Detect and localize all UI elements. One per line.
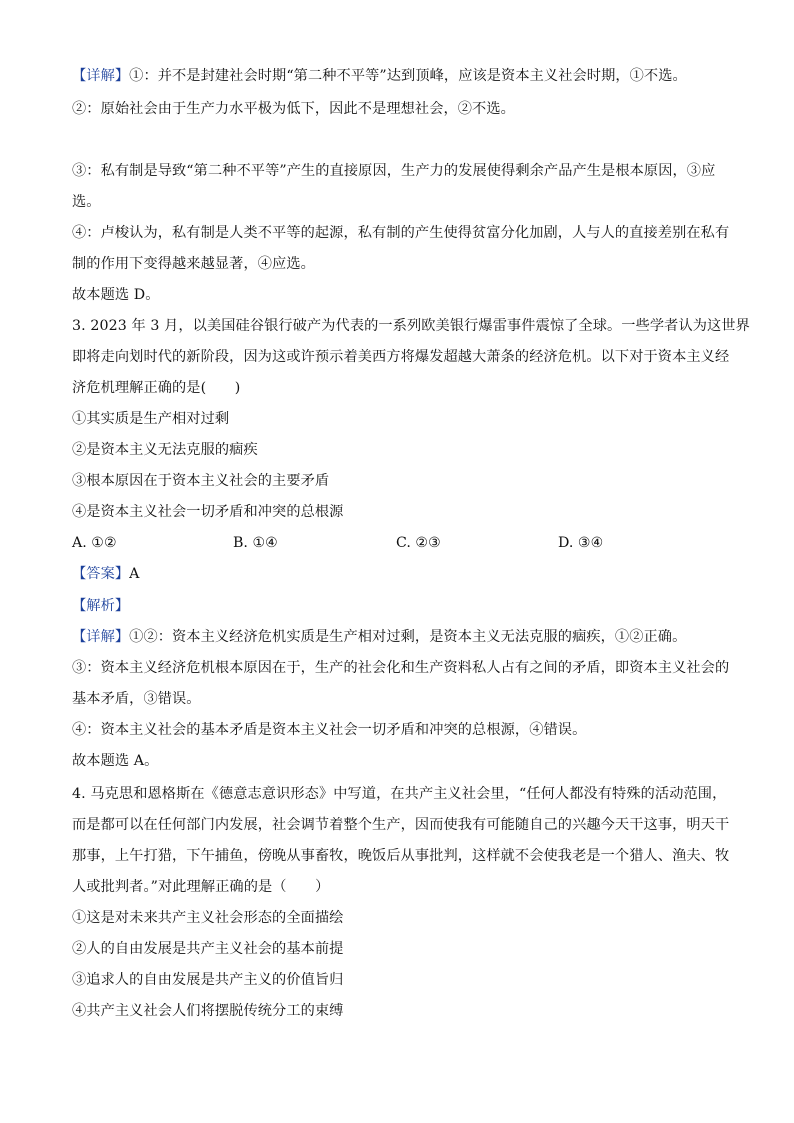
- detail-line-2: ②：原始社会由于生产力水平极为低下，因此不是理想社会，②不选。: [72, 101, 515, 117]
- q3-item-2: ②是资本主义无法克服的痼疾: [72, 442, 258, 458]
- detail-line-5: ④：卢梭认为，私有制是人类不平等的起源，私有制的产生使得贫富分化加剧，人与人的直接差别在私有: [72, 225, 730, 241]
- q4-item-1: ①这是对未来共产主义社会形态的全面描绘: [72, 910, 344, 926]
- q3-analysis-line: [72, 596, 722, 616]
- q3-stem-3: 济危机理解正确的是( ): [72, 380, 241, 396]
- detail-line-4: 选。: [72, 194, 101, 210]
- q4-item-4: ④共产主义社会人们将摆脱传统分工的束缚: [72, 1003, 344, 1019]
- answer-value: A: [129, 566, 140, 582]
- detail-tag: 【详解】: [72, 68, 130, 84]
- q3-detail-line-4: ④：资本主义社会的基本矛盾是资本主义社会一切矛盾和冲突的总根源，④错误。: [72, 722, 587, 738]
- q3-item-1: ①其实质是生产相对过剩: [72, 411, 230, 427]
- q3-detail-line-3: 基本矛盾，③错误。: [72, 691, 201, 707]
- q4-stem-4: 人或批判者。”对此理解正确的是（ ）: [72, 879, 330, 895]
- q4-stem-1: 4. 马克思和恩格斯在《德意志意识形态》中写道，在共产主义社会里，“任何人都没有特殊的活动范围，: [72, 786, 727, 802]
- q4-stem-3: 那事，上午打猎，下午捕鱼，傍晚从事畜牧，晚饭后从事批判，这样就不会使我老是一个猎人、渔夫、牧: [72, 848, 730, 864]
- q3-stem-2: 即将走向划时代的新阶段，因为这或许预示着美西方将爆发超越大萧条的经济危机。以下对于资本主义经: [72, 349, 730, 365]
- detail-line-6: 制的作用下变得越来越显著，④应选。: [72, 256, 315, 272]
- q4-item-3: ③追求人的自由发展是共产主义的价值旨归: [72, 972, 344, 988]
- detail-line-1: 【详解】①：并不是封建社会时期“第二种不平等”达到顶峰，应该是资本主义社会时期，①不选。: [72, 68, 687, 84]
- q3-option-b: B. ①④: [233, 535, 278, 551]
- detail-line-3: ③：私有制是导致“第二种不平等”产生的直接原因，生产力的发展使得剩余产品产生是根本原因，③应: [72, 163, 716, 179]
- q3-answer-line: [72, 564, 722, 584]
- q4-stem-2: 而是都可以在任何部门内发展，社会调节着整个生产，因而使我有可能随自己的兴趣今天干这事，明天干: [72, 817, 730, 833]
- detail-tag: 【详解】: [72, 629, 130, 645]
- q3-stem-1: 3. 2023 年 3 月，以美国硅谷银行破产为代表的一系列欧美银行爆雷事件震惊了全球。一些学者认为这世界: [72, 318, 750, 334]
- analysis-tag: 【解析】: [72, 598, 130, 614]
- answer-tag: 【答案】: [72, 566, 130, 582]
- q3-item-3: ③根本原因在于资本主义社会的主要矛盾: [72, 473, 330, 489]
- q3-detail-line-1: 【详解】①②：资本主义经济危机实质是生产相对过剩，是资本主义无法克服的痼疾，①②正确。: [72, 629, 687, 645]
- q3-option-c: C. ②③: [396, 535, 441, 551]
- q3-item-4: ④是资本主义社会一切矛盾和冲突的总根源: [72, 504, 344, 520]
- conclusion-line: 故本题选 D。: [72, 287, 160, 303]
- q3-conclusion: 故本题选 A。: [72, 753, 159, 769]
- q3-option-d: D. ③④: [558, 535, 604, 551]
- q4-item-2: ②人的自由发展是共产主义社会的基本前提: [72, 941, 344, 957]
- q3-detail-line-2: ③：资本主义经济危机根本原因在于，生产的社会化和生产资料私人占有之间的矛盾，即资本主义社会的: [72, 660, 730, 676]
- q3-option-a: A. ①②: [72, 535, 117, 551]
